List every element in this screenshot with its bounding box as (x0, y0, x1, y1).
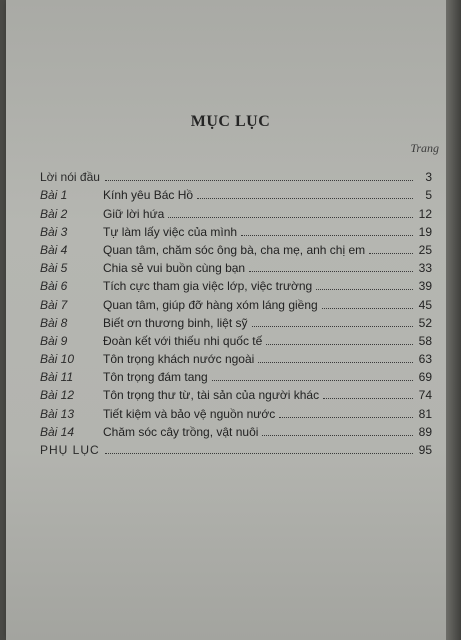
toc-title: Kính yêu Bác Hồ (103, 188, 194, 203)
toc-row (40, 257, 432, 275)
toc-row (40, 366, 432, 384)
leader-dots (241, 235, 413, 236)
leader-dots (316, 289, 413, 290)
toc-page-number: 89 (418, 424, 432, 439)
book-edge (446, 0, 461, 640)
toc-page-number: 33 (418, 261, 432, 276)
toc-page-number: 25 (418, 242, 432, 257)
leader-dots (197, 198, 413, 199)
leader-dots (369, 253, 413, 254)
toc-label: Bài 7 (40, 297, 68, 312)
leader-dots (279, 417, 413, 418)
toc-title: Quan tâm, giúp đỡ hàng xóm láng giềng (103, 297, 318, 312)
leader-dots (262, 435, 413, 436)
toc-title: Chia sẻ vui buồn cùng bạn (103, 261, 246, 276)
toc-row (40, 330, 432, 348)
toc-row (40, 384, 432, 402)
toc-page-number: 63 (418, 352, 432, 367)
leader-dots (322, 308, 413, 309)
leader-dots (323, 398, 413, 399)
toc-row (40, 275, 432, 293)
toc-title: Chăm sóc cây trồng, vật nuôi (103, 424, 259, 439)
toc-label: Bài 11 (40, 370, 74, 385)
toc-row (40, 239, 432, 257)
leader-dots (258, 362, 413, 363)
toc-row-preface (40, 166, 432, 184)
leader-dots (252, 326, 413, 327)
toc-title: Giữ lời hứa (103, 206, 165, 221)
leader-dots (249, 271, 413, 272)
toc-title: Quan tâm, chăm sóc ông bà, cha mẹ, anh chị em (103, 242, 366, 257)
toc-page-number: 58 (418, 333, 432, 348)
toc-title: Tự làm lấy việc của mình (103, 224, 238, 239)
toc-title: Tôn trọng khách nước ngoài (103, 352, 255, 367)
toc-label: Bài 12 (40, 388, 75, 403)
toc-row (40, 402, 432, 420)
toc-title: Biết ơn thương binh, liệt sỹ (103, 315, 248, 330)
toc-label: Bài 2 (40, 206, 68, 221)
toc-page-number: 81 (418, 406, 432, 421)
table-of-contents (40, 166, 432, 457)
leader-dots (105, 453, 413, 454)
toc-row (40, 221, 432, 239)
toc-row (40, 312, 432, 330)
toc-row-appendix (40, 439, 432, 457)
toc-label: Bài 14 (40, 424, 75, 439)
toc-title: Đoàn kết với thiếu nhi quốc tế (103, 333, 263, 348)
toc-page-number: 95 (418, 443, 432, 457)
toc-label: Bài 1 (40, 188, 68, 203)
toc-page-number: 5 (425, 188, 432, 203)
toc-label: Bài 8 (40, 315, 68, 330)
toc-label: Bài 13 (40, 406, 75, 421)
toc-row (40, 421, 432, 439)
toc-row (40, 293, 432, 311)
toc-page-number: 39 (418, 279, 432, 294)
leader-dots (168, 217, 413, 218)
leader-dots (266, 344, 413, 345)
toc-label: Bài 6 (40, 279, 68, 294)
toc-label: PHỤ LỤC (40, 443, 100, 457)
page-column-header: Trang (410, 141, 439, 155)
toc-label: Bài 5 (40, 261, 68, 276)
toc-row (40, 348, 432, 366)
toc-title: Tích cực tham gia việc lớp, việc trường (103, 279, 313, 294)
toc-title: Tôn trọng đám tang (103, 370, 208, 385)
page-title: MỤC LỤC (190, 113, 271, 130)
toc-title: Tôn trọng thư từ, tài sản của người khác (103, 388, 320, 403)
toc-page-number: 69 (418, 370, 432, 385)
leader-dots (105, 180, 413, 181)
toc-title: Tiết kiệm và bảo vệ nguồn nước (103, 406, 276, 421)
toc-label: Lời nói đầu (40, 170, 100, 185)
toc-row (40, 184, 432, 202)
toc-page-number: 19 (418, 224, 432, 239)
toc-label: Bài 9 (40, 333, 68, 348)
toc-page-number: 12 (418, 206, 432, 221)
toc-page-number: 45 (418, 297, 432, 312)
toc-page-number: 52 (418, 315, 432, 330)
toc-row (40, 202, 432, 220)
toc-page-number: 74 (418, 388, 432, 403)
toc-label: Bài 10 (40, 352, 75, 367)
toc-label: Bài 4 (40, 242, 68, 257)
leader-dots (212, 380, 413, 381)
toc-label: Bài 3 (40, 224, 68, 239)
toc-page-number: 3 (425, 170, 432, 185)
